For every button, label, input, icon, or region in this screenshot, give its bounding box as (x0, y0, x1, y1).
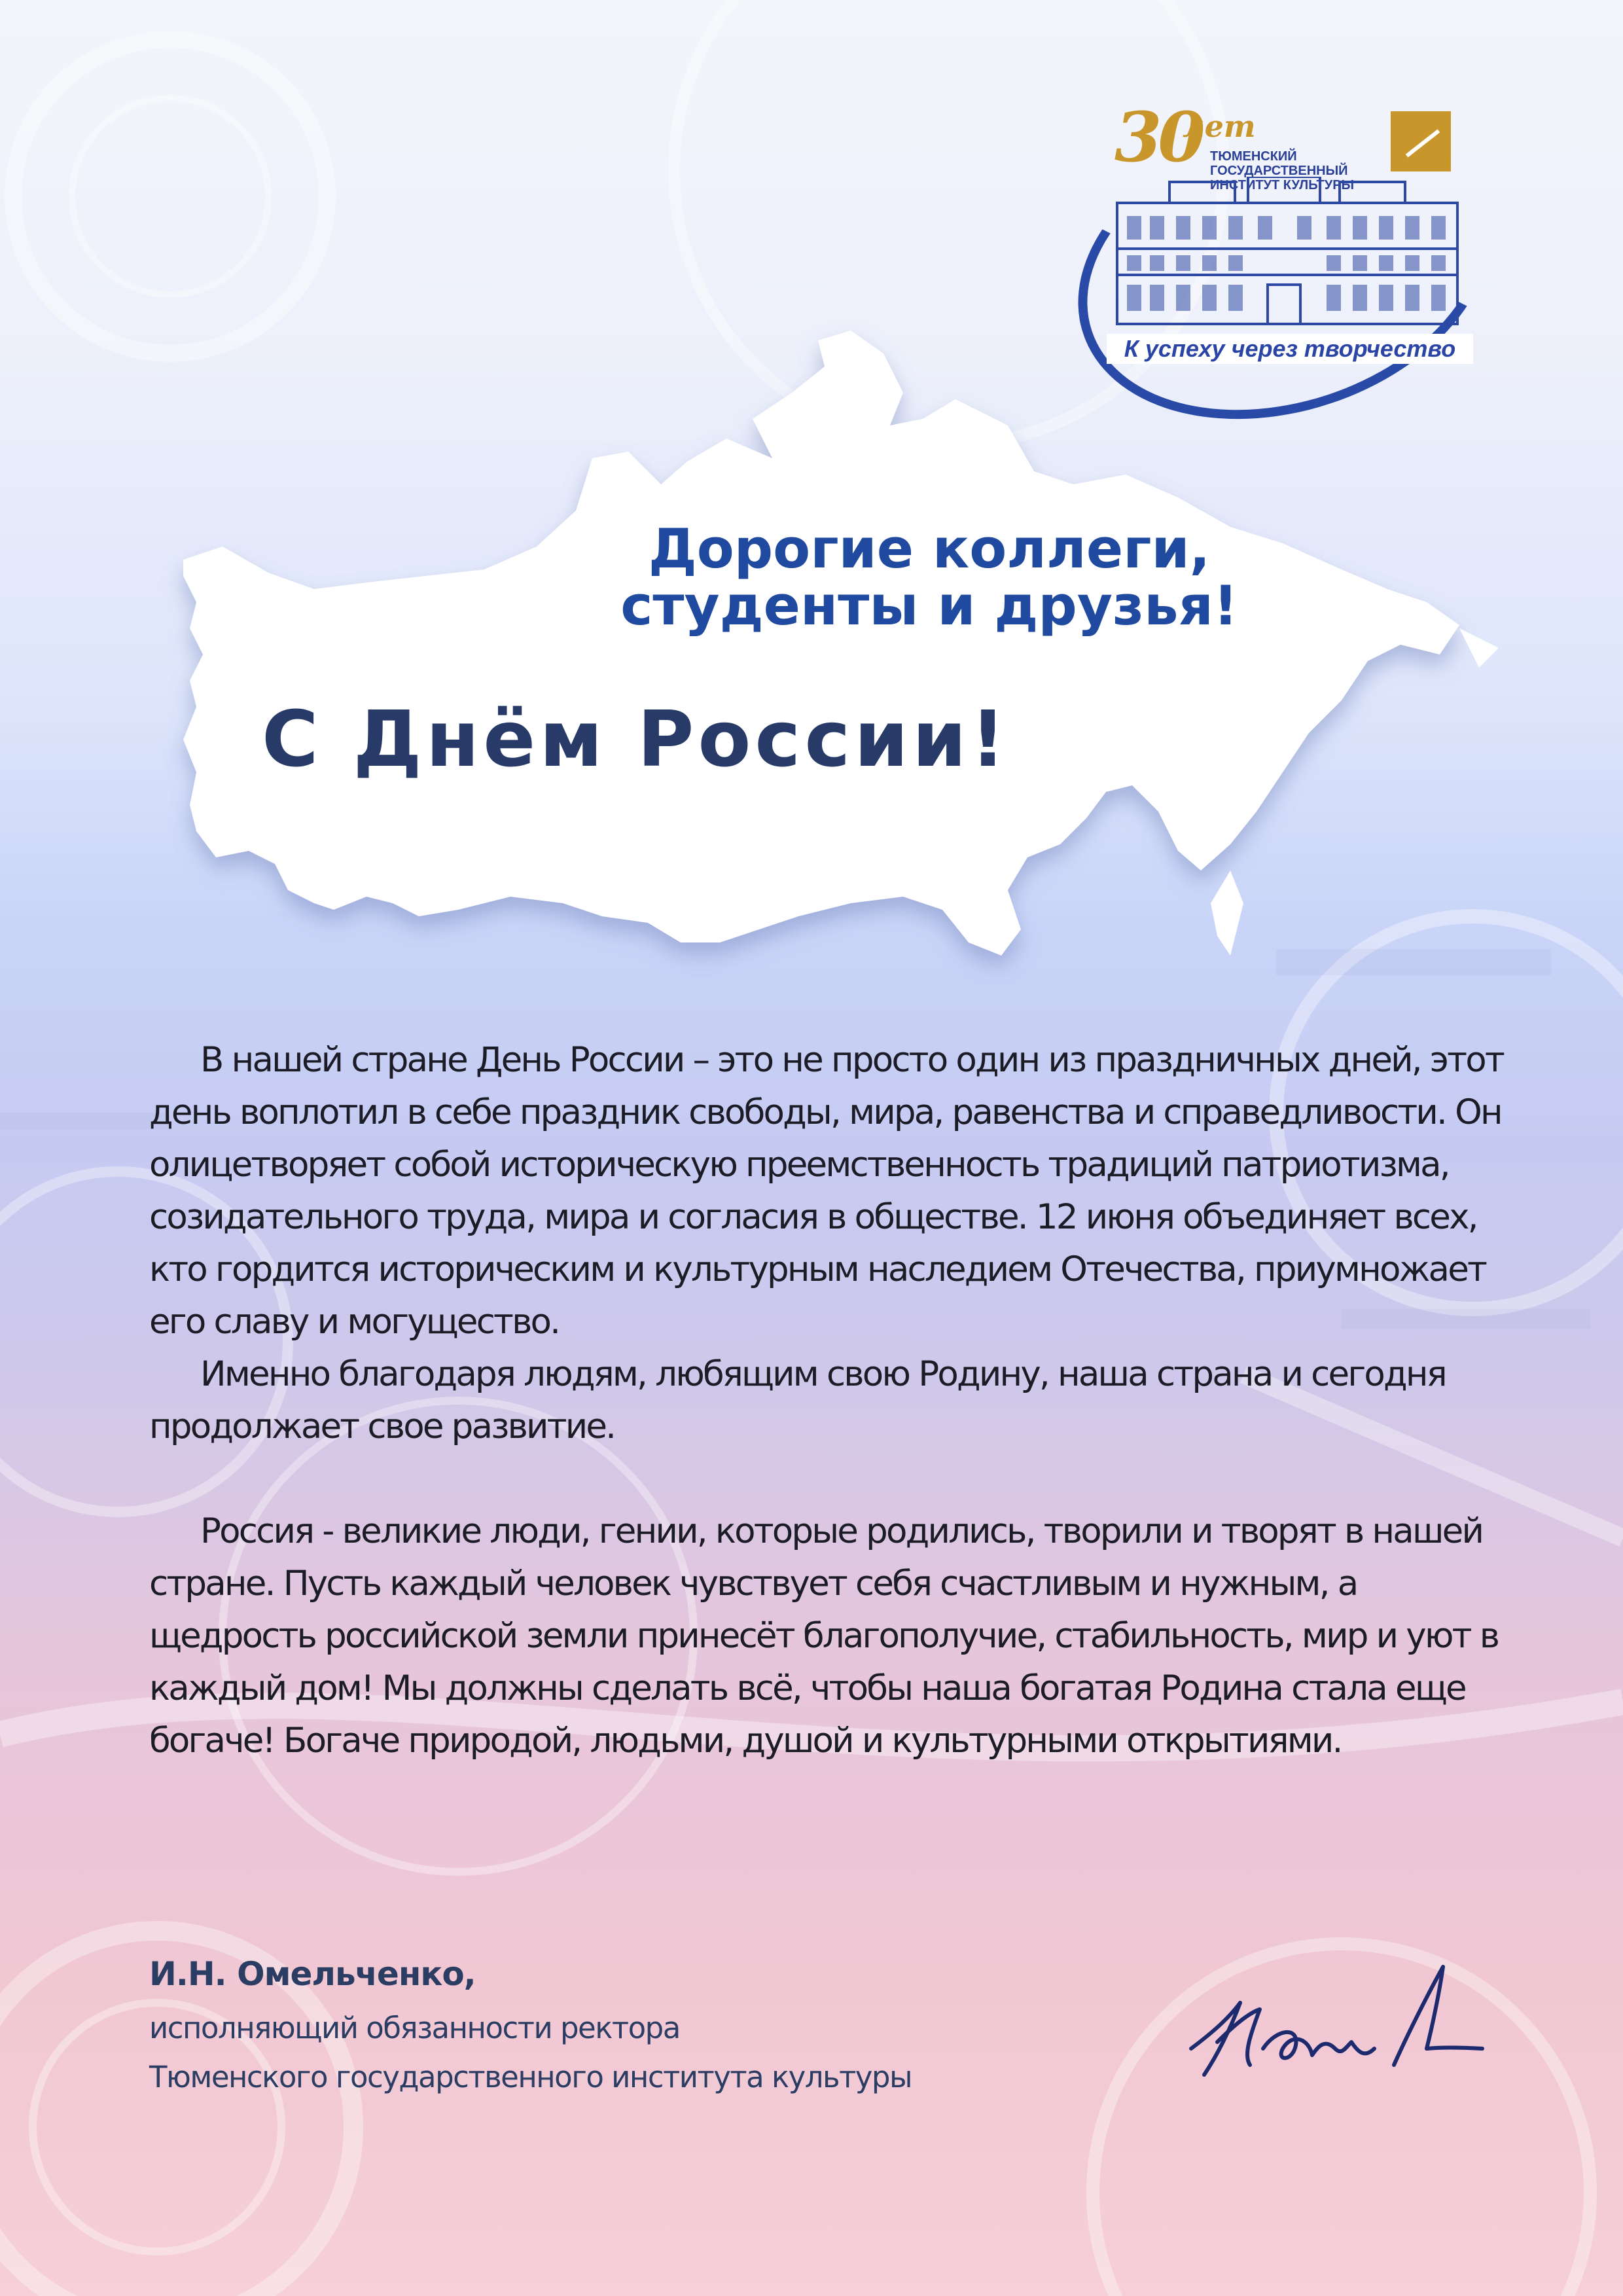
greeting-heading (563, 517, 1296, 638)
letter-body (149, 1034, 1517, 1767)
logo-institute-name: ТЮМЕНСКИЙ ГОСУДАРСТВЕННЫЙ ИНСТИТУТ КУЛЬТУРЫ (1210, 149, 1355, 192)
logo-emblem-icon (1391, 111, 1451, 171)
logo-anniversary-number: 30 (1115, 97, 1202, 177)
paragraph: Именно благодаря людям, любящим свою Родину, наша страна и сегодня продолжает свое развитие. (149, 1354, 1446, 1446)
greeting-line-2: студенты и друзья! (620, 574, 1238, 638)
paragraph: В нашей стране День России – это не просто один из праздничных дней, этот день воплотил в себе праздник свободы, мира, равенства и справедливости. Он олицетворяет собой историческую преемственность традиций патриотизма, созидательного труда, мира и согласия в обществе. 12 июня объединяет всех, кто гордится историческим и культурным наследием Отечества, приумножает его славу и могущество. (149, 1040, 1503, 1342)
building-icon (1111, 177, 1464, 327)
signatory-name: И.Н. Омельченко, (149, 1955, 476, 1993)
institute-logo (1063, 92, 1495, 406)
holiday-title: С Днём России! (262, 694, 1010, 784)
handwritten-signature (1178, 1950, 1492, 2108)
signatory-organization: Тюменского государственного института культуры (149, 2060, 912, 2094)
logo-slogan: К успеху через творчество (1107, 334, 1473, 364)
paragraph: Россия - великие люди, гении, которые родились, творили и творят в нашей стране. Пусть каждый человек чувствует себя счастливым и нужным, а щедрость российской земли принесёт благополучие, стабильность, мир и уют в каждый дом! Мы должны сделать всё, чтобы наша богатая Родина стала еще богаче! Богаче природой, людьми, душой и культурными открытиями. (149, 1511, 1499, 1761)
signatory-position: исполняющий обязанности ректора (149, 2011, 680, 2045)
greeting-line-1: Дорогие коллеги, (648, 517, 1211, 581)
logo-anniversary-word: лет (1183, 109, 1256, 144)
